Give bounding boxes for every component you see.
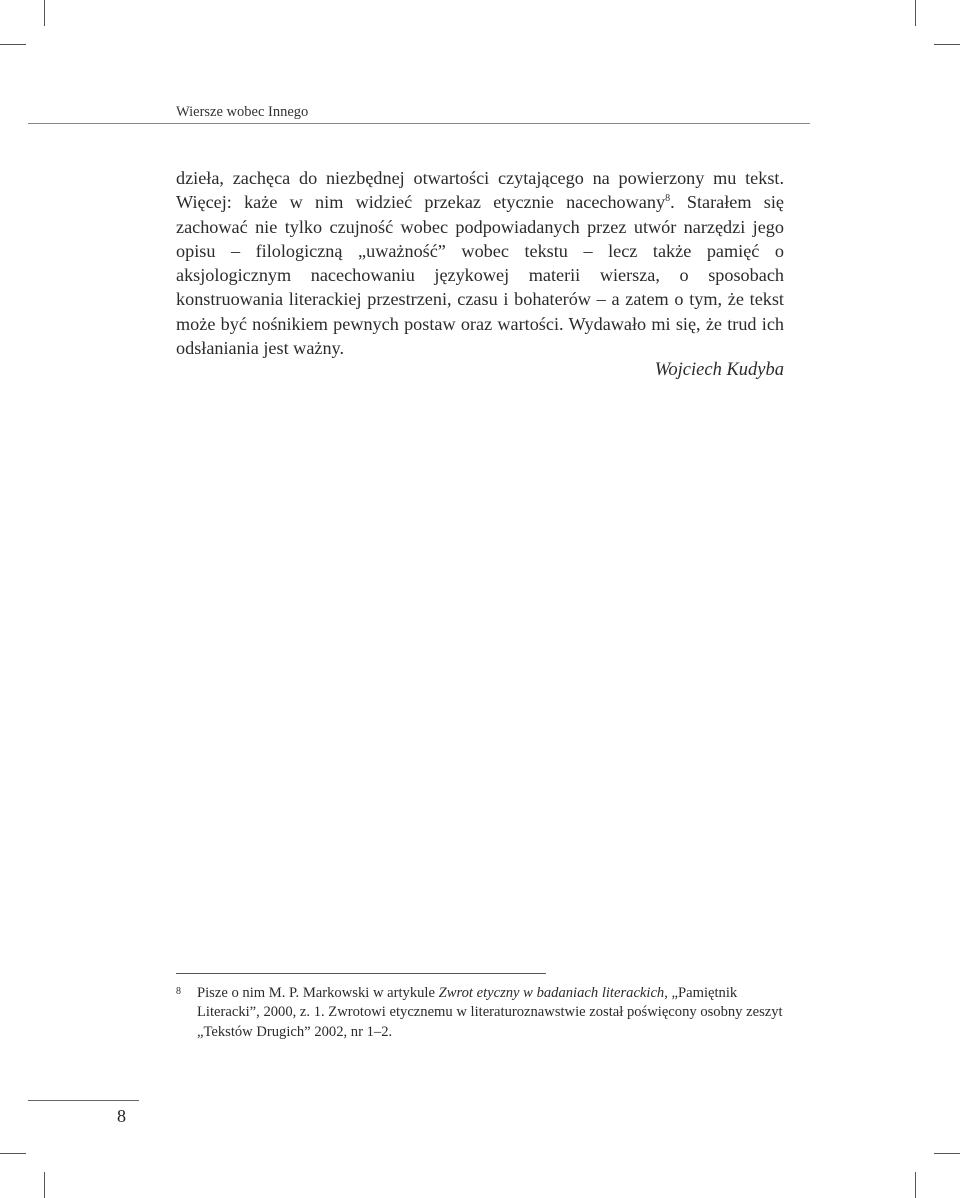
crop-mark-top-left-v xyxy=(44,0,45,26)
main-paragraph xyxy=(176,166,784,360)
header-rule xyxy=(28,123,810,124)
footnote-text-before: Pisze o nim M. P. Markowski w artykule xyxy=(197,985,439,1001)
footnote-number: 8 xyxy=(176,986,181,997)
crop-mark-top-left-h xyxy=(0,44,26,45)
crop-mark-top-right-h xyxy=(934,44,960,45)
crop-mark-bottom-right-v xyxy=(915,1172,916,1198)
paragraph-text-part-1: dzieła, zachęca do niezbędnej otwartości czytającego na powierzony mu tekst. Więcej: każe w nim widzieć przekaz etycznie nacechowany xyxy=(176,168,784,213)
crop-mark-bottom-right-h xyxy=(934,1153,960,1154)
footnote xyxy=(176,984,786,1042)
paragraph-text-part-2: . Starałem się zachować nie tylko czujność wobec podpowiadanych przez utwór narzędzi jego opisu – filologiczną „uważność” wobec tekstu – lecz także pamięć o aksjologicznym nacechowaniu językowej materii wiersza, o sposobach konstruowania literackiej przestrzeni, czasu i bohaterów – a zatem o tym, że tekst może być nośnikiem pewnych postaw oraz wartości. Wydawało mi się, że trud ich odsłaniania jest ważny. xyxy=(176,192,784,359)
footnote-article-title: Zwrot etyczny w badaniach literackich xyxy=(438,985,665,1001)
running-head: Wiersze wobec Innego xyxy=(176,104,309,120)
footnote-rule xyxy=(176,973,546,974)
page-number: 8 xyxy=(117,1106,126,1126)
crop-mark-top-right-v xyxy=(915,0,916,26)
crop-mark-bottom-left-h xyxy=(0,1153,26,1154)
crop-mark-bottom-left-v xyxy=(44,1172,45,1198)
footnote-reference[interactable]: 8 xyxy=(665,193,671,205)
page-number-rule xyxy=(28,1100,139,1101)
author-signature: Wojciech Kudyba xyxy=(654,360,784,380)
footnote-text xyxy=(197,984,786,1042)
footnote-text-after: , „Pamiętnik Literacki”, 2000, z. 1. Zwrotowi etycznemu w literaturoznawstwie został poświęcony osobny zeszyt „Tekstów Drugich” 2002, nr 1–2. xyxy=(197,985,783,1040)
